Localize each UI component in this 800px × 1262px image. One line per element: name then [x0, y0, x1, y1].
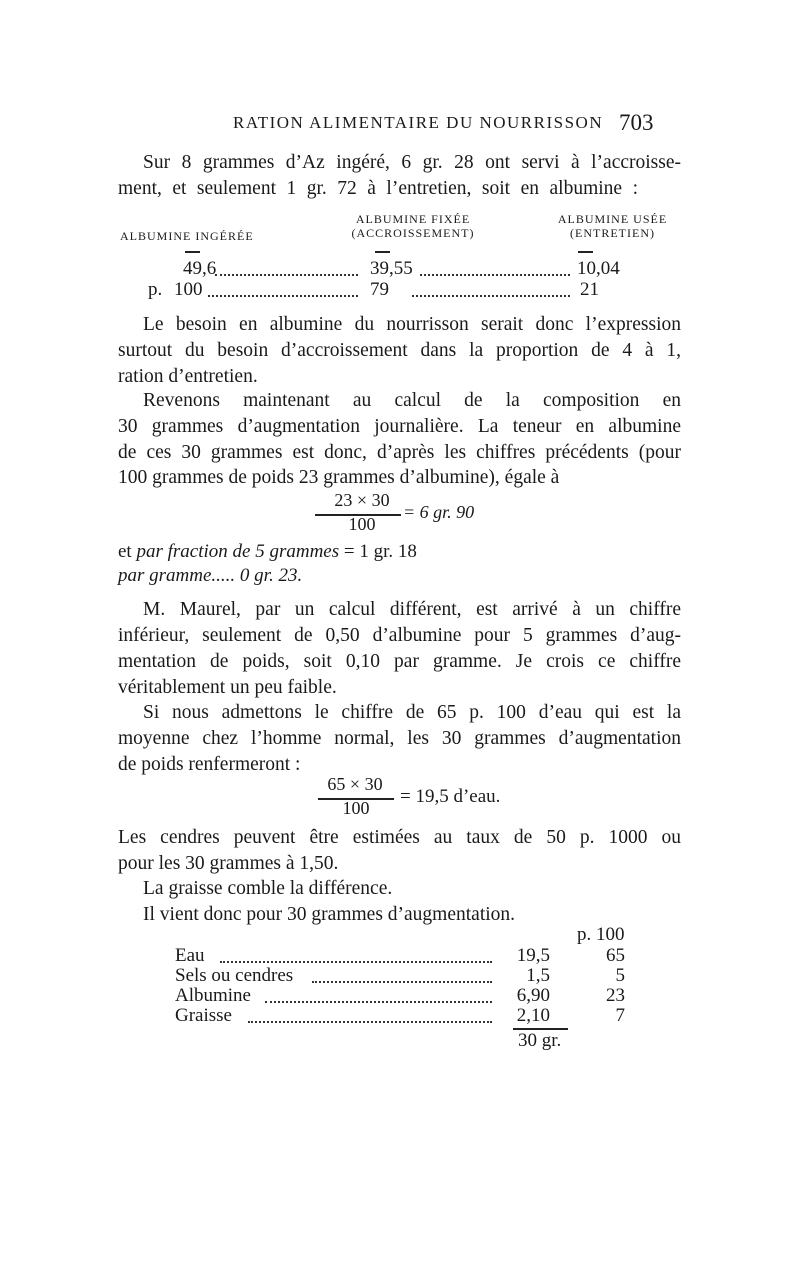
table-cell: 2,10 — [516, 1005, 550, 1026]
table-row-label: Graisse — [175, 1005, 232, 1026]
table-cell: 6,90 — [516, 985, 550, 1006]
gram-line — [118, 565, 302, 587]
table-header-ingested: ALBUMINE INGÉRÉE — [120, 229, 254, 243]
leader-dots — [412, 295, 570, 297]
formula-numerator: 65 × 30 — [327, 774, 383, 794]
paragraph-line: inférieur, seulement de 0,50 d’albumine pour 5 grammes d’aug- — [118, 625, 681, 646]
leader-dots — [208, 295, 358, 297]
table-header-line: ALBUMINE USÉE — [557, 212, 668, 226]
table-header-used — [545, 212, 680, 240]
paragraph-line: La graisse comble la différence. — [143, 878, 393, 899]
leader-dots — [248, 1021, 492, 1023]
text-run: = 1 gr. 18 — [343, 541, 417, 562]
paragraph-line: ment, et seulement 1 gr. 72 à l’entretien, soit en albumine : — [118, 178, 638, 199]
table-header-line: ALBUMINE FIXÉE — [355, 212, 471, 226]
paragraph-line: Il vient donc pour 30 grammes d’augmentation. — [143, 904, 516, 925]
column-rule — [375, 251, 390, 253]
leader-dots — [265, 1001, 492, 1003]
paragraph-line: de poids renfermeront : — [118, 754, 301, 775]
page-number: 703 — [619, 110, 654, 135]
leader-dots — [220, 961, 492, 963]
table-header-line: (ACCROISSEMENT) — [351, 226, 475, 240]
leader-dots — [215, 274, 358, 276]
table-cell: 39,55 — [370, 258, 413, 279]
running-title: RATION ALIMENTAIRE DU NOURRISSON — [233, 113, 604, 132]
paragraph-line: pour les 30 grammes à 1,50. — [118, 853, 339, 874]
table-cell: 23 — [606, 985, 625, 1006]
paragraph-line: Le besoin en albumine du nourrisson serait donc l’expression — [143, 314, 681, 335]
table-row-label: Sels ou cendres — [175, 965, 294, 986]
fraction-line — [118, 541, 417, 563]
paragraph-line: véritablement un peu faible. — [118, 677, 337, 698]
table-cell: 21 — [580, 279, 599, 300]
text-run: 0 gr. 23. — [239, 565, 303, 586]
table-header-line: (ENTRETIEN) — [570, 226, 655, 240]
table-column-header: p. 100 — [577, 924, 625, 945]
paragraph-line: 30 grammes d’augmentation journalière. La teneur en albumine — [118, 416, 681, 437]
table-cell: 7 — [615, 1005, 625, 1026]
text-run: par gramme..... — [118, 565, 236, 586]
table-cell: 65 — [606, 945, 625, 966]
formula-numerator: 23 × 30 — [334, 490, 390, 510]
table-header-fixed — [333, 212, 493, 240]
paragraph-line: Sur 8 grammes d’Az ingéré, 6 gr. 28 ont servi à l’accroisse- — [143, 152, 681, 173]
leader-dots — [312, 981, 492, 983]
text-run: et — [118, 541, 132, 562]
paragraph-line: de ces 30 grammes est donc, d’après les chiffres précédents (pour — [118, 442, 681, 463]
paragraph-line: mentation de poids, soit 0,10 par gramme. Je crois ce chiffre — [118, 651, 681, 672]
table-cell: 79 — [370, 279, 389, 300]
formula-result: = 6 gr. 90 — [403, 502, 475, 522]
table-cell: 1,5 — [526, 965, 550, 986]
table-cell: 10,04 — [577, 258, 620, 279]
italic-text: par fraction de 5 grammes — [136, 541, 340, 562]
paragraph-line: surtout du besoin d’accroissement dans la proportion de 4 à 1, — [118, 340, 681, 361]
paragraph-line: Revenons maintenant au calcul de la composition en — [143, 390, 681, 411]
table-cell: 100 — [174, 279, 203, 300]
table-cell: 49,6 — [183, 258, 217, 279]
table-row-label: Eau — [175, 945, 205, 966]
leader-dots — [420, 274, 570, 276]
table-row-label: Albumine — [175, 985, 251, 1006]
formula-result: = 19,5 d’eau. — [400, 786, 501, 807]
formula-denominator: 100 — [348, 514, 376, 534]
table-cell: 19,5 — [516, 945, 550, 966]
table-row-prefix: p. — [148, 279, 163, 300]
paragraph-line: ration d’entretien. — [118, 366, 258, 387]
paragraph-line: moyenne chez l’homme normal, les 30 grammes d’augmentation — [118, 728, 681, 749]
table-cell: 5 — [615, 965, 625, 986]
paragraph-line: M. Maurel, par un calcul différent, est arrivé à un chiffre — [143, 599, 681, 620]
total-value: 30 gr. — [518, 1030, 562, 1051]
paragraph-line: 100 grammes de poids 23 grammes d’albumine), égale à — [118, 467, 560, 488]
column-rule — [578, 251, 593, 253]
paragraph-line: Si nous admettons le chiffre de 65 p. 100 d’eau qui est la — [143, 702, 681, 723]
column-rule — [185, 251, 200, 253]
formula-denominator: 100 — [342, 798, 370, 818]
paragraph-line: Les cendres peuvent être estimées au taux de 50 p. 1000 ou — [118, 827, 681, 848]
